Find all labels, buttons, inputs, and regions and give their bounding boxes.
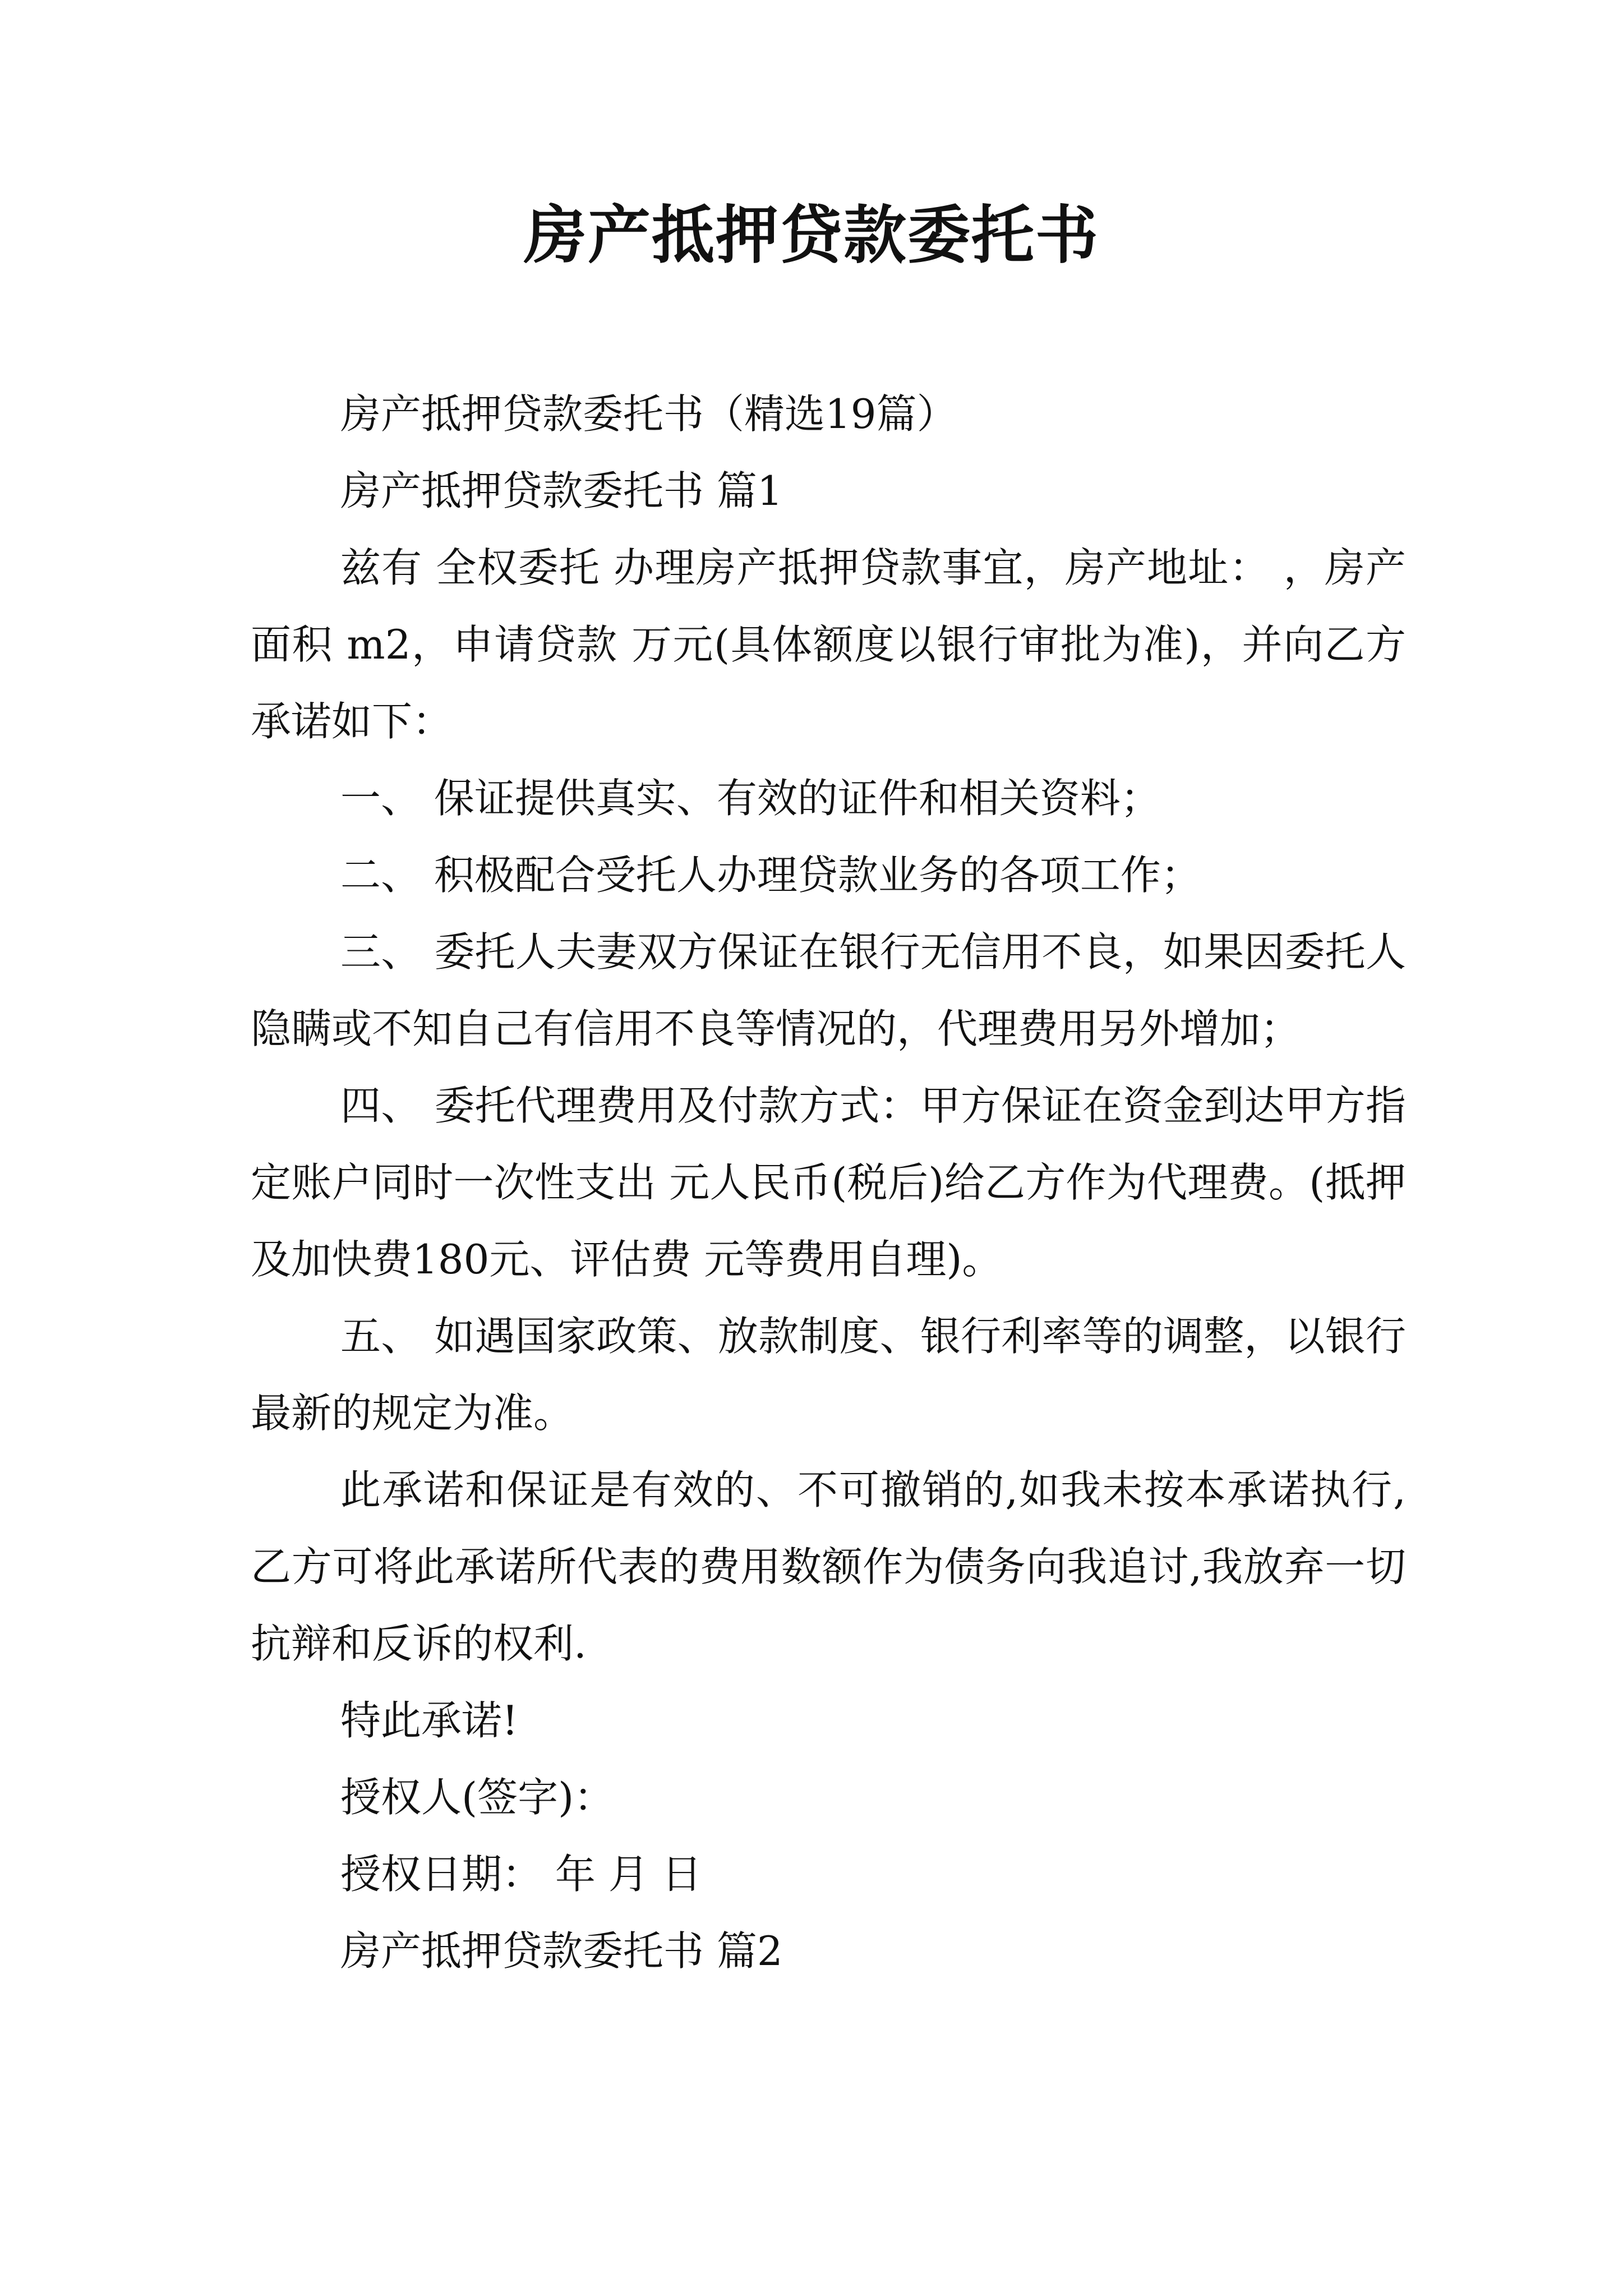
paragraph-commitment: 此承诺和保证是有效的、不可撤销的,如我未按本承诺执行,乙方可将此承诺所代表的费用数额作为债务向我追讨,我放弃一切抗辩和反诉的权利.	[251, 1466, 1406, 1667]
document-title: 房产抵押贷款委托书	[524, 199, 1099, 272]
paragraph-item-5: 五、 如遇国家政策、放款制度、银行利率等的调整，以银行最新的规定为准。	[251, 1313, 1406, 1437]
paragraph-closing: 特此承诺!	[340, 1697, 518, 1744]
document-body	[251, 376, 1406, 1990]
paragraph-signature-line: 授权人(签字)：	[340, 1774, 615, 1821]
paragraph-next-section: 房产抵押贷款委托书 篇2	[340, 1927, 783, 1975]
paragraph-section-heading: 房产抵押贷款委托书 篇1	[340, 467, 783, 514]
paragraph-item-2: 二、 积极配合受托人办理贷款业务的各项工作；	[340, 852, 1201, 899]
paragraph-subtitle: 房产抵押贷款委托书（精选19篇）	[340, 390, 957, 438]
paragraph-date-line: 授权日期： 年 月 日	[340, 1851, 702, 1898]
paragraph-item-4: 四、 委托代理费用及付款方式：甲方保证在资金到达甲方指定账户同时一次性支出 元人民币(税后)给乙方作为代理费。(抵押及加快费180元、评估费 元等费用自理)。	[251, 1082, 1406, 1283]
paragraph-intro: 兹有 全权委托 办理房产抵押贷款事宜，房产地址： ，房产面积 m2，申请贷款 万元(具体额度以银行审批为准)，并向乙方承诺如下：	[251, 544, 1406, 745]
paragraph-item-1: 一、 保证提供真实、有效的证件和相关资料；	[340, 775, 1161, 822]
paragraph-item-3: 三、 委托人夫妻双方保证在银行无信用不良，如果因委托人隐瞒或不知自己有信用不良等情况的，代理费用另外增加；	[251, 928, 1406, 1052]
